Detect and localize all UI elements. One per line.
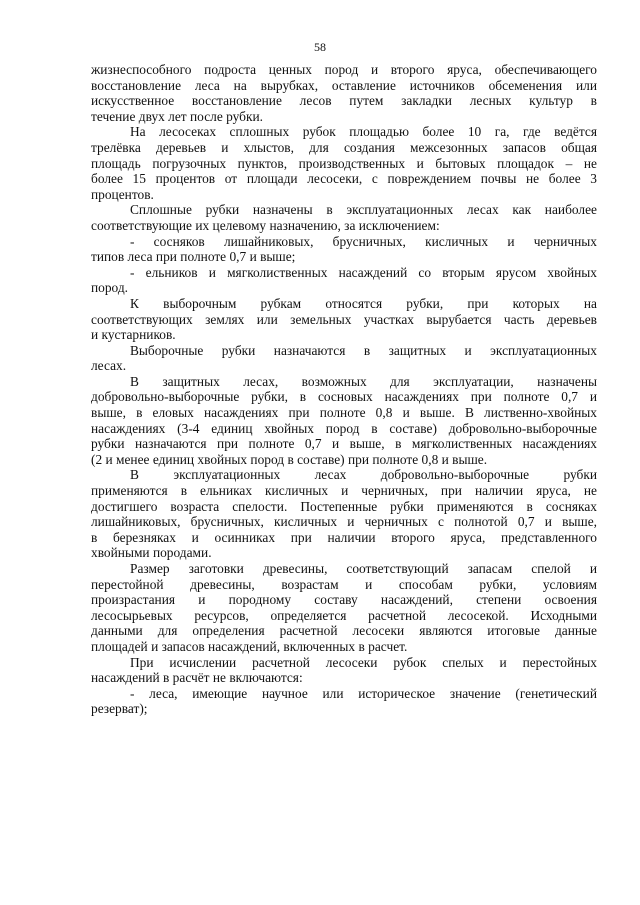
text-line: пород. <box>91 280 129 296</box>
text-line: более 15 процентов от площади лесосеки, с повреждением почвы не более 3 <box>91 171 597 187</box>
document-body <box>91 62 597 717</box>
text-line: соответствующих землях или земельных участках вырубается часть деревьев <box>91 311 597 327</box>
text-line: площадей и запасов насаждений, включенных в расчет. <box>91 638 408 654</box>
text-line: При исчислении расчетной лесосеки рубок спелых и перестойных <box>130 654 597 670</box>
text-line: К выборочным рубкам относятся рубки, при которых на <box>130 295 597 311</box>
text-line: лишайниковых, брусничных, кисличных и черничных с полнотой 0,7 и выше, <box>91 514 597 530</box>
text-line: Размер заготовки древесины, соответствующий запасам спелой и <box>130 561 597 576</box>
text-line: На лесосеках сплошных рубок площадью более 10 га, где ведётся <box>130 124 597 140</box>
text-line: рубки назначаются при полноте 0,7 и выше, в мягколиственных насаждениях <box>91 436 597 452</box>
text-line: В защитных лесах, возможных для эксплуатации, назначены <box>130 373 597 389</box>
text-line: (2 и менее единиц хвойных пород в составе) при полноте 0,8 и выше. <box>91 451 488 467</box>
text-line: Выборочные рубки назначаются в защитных и эксплуатационных <box>130 342 597 358</box>
text-line: перестойной древесины, возрастам и способам рубки, условиям <box>91 576 597 592</box>
page-number: 58 <box>314 40 326 54</box>
text-line: жизнеспособного подроста ценных пород и второго яруса, обеспечивающего <box>91 62 597 77</box>
text-line: Сплошные рубки назначены в эксплуатационных лесах как наиболее <box>130 202 597 218</box>
text-line: искусственное восстановление лесов путем закладки лесных культур в <box>91 93 597 109</box>
text-line: восстановление леса на вырубках, оставление источников обсеменения или <box>91 77 597 93</box>
text-line: резерват); <box>91 701 148 717</box>
text-line: и кустарников. <box>91 327 176 343</box>
text-line: трелёвка деревьев и хлыстов, для создания межсезонных запасов общая <box>91 139 597 155</box>
text-line: насаждений в расчёт не включаются: <box>91 670 303 686</box>
text-line: типов леса при полноте 0,7 и выше; <box>91 249 296 265</box>
text-line: площадь погрузочных пунктов, производственных и бытовых площадок – не <box>91 155 597 171</box>
text-line: - сосняков лишайниковых, брусничных, кисличных и черничных <box>130 233 597 249</box>
text-line: соответствующие их целевому назначению, за исключением: <box>91 217 440 233</box>
text-line: данными для определения расчетной лесосеки являются итоговые данные <box>91 623 597 639</box>
text-line: достигшего возраста спелости. Постепенные рубки применяются в сосняках <box>91 498 597 514</box>
text-line: хвойными породами. <box>91 545 212 561</box>
text-line: - леса, имеющие научное или историческое значение (генетический <box>130 685 597 701</box>
text-line: В эксплуатационных лесах добровольно-выборочные рубки <box>130 467 597 483</box>
text-line: течение двух лет после рубки. <box>91 108 263 124</box>
text-line: лесах. <box>91 358 127 374</box>
text-line: лесосырьевых ресурсов, определяется расчетной лесосекой. Исходными <box>91 607 597 623</box>
text-line: в березняках и осинниках при наличии второго яруса, представленного <box>91 529 597 545</box>
text-line: произрастания и породному составу насаждений, степени освоения <box>91 592 597 608</box>
text-line: - ельников и мягколиственных насаждений со вторым ярусом хвойных <box>130 264 597 280</box>
text-line: насаждениях (3-4 единиц хвойных пород в составе) добровольно-выборочные <box>91 420 597 436</box>
text-line: выше, в еловых насаждениях при полноте 0,8 и выше. В лиственно-хвойных <box>91 405 597 421</box>
text-line: применяются в ельниках кисличных и черничных, при наличии яруса, не <box>91 483 597 499</box>
text-line: процентов. <box>91 186 154 202</box>
text-line: добровольно-выборочные рубки, в сосновых насаждениях при полноте 0,7 и <box>91 389 597 405</box>
